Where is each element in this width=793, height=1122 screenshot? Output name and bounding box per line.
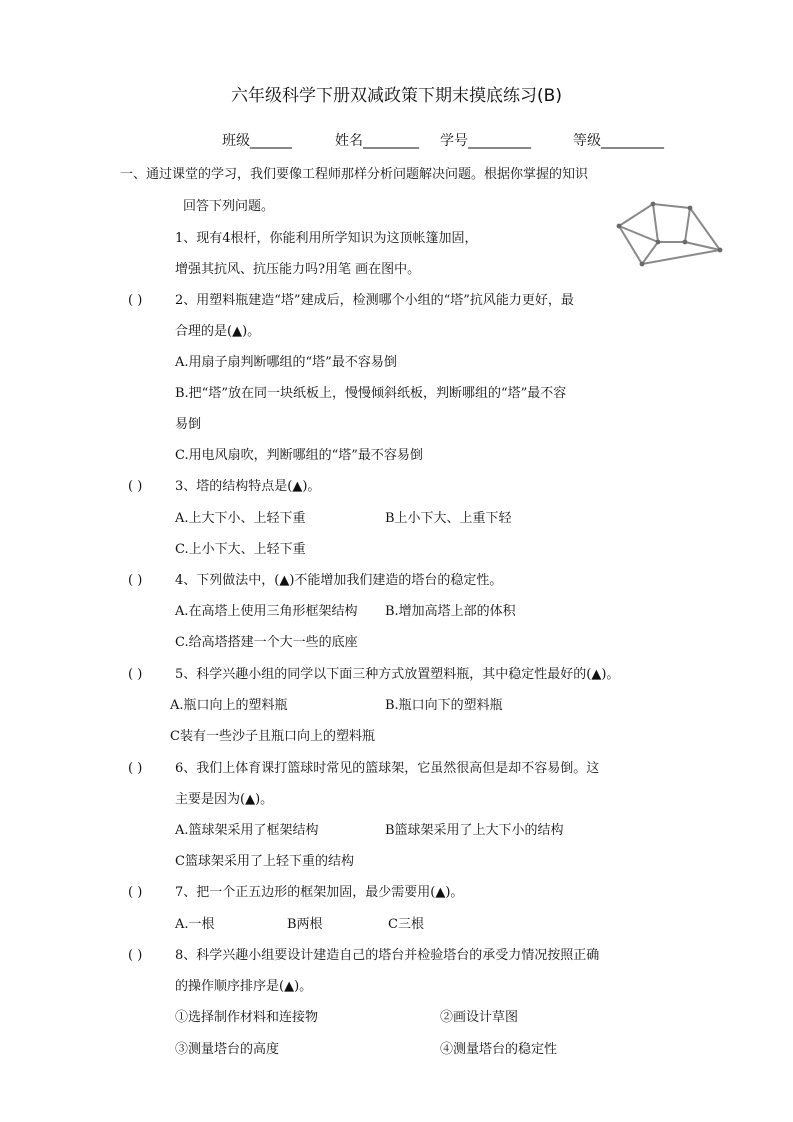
answer-bracket[interactable]: ( ) [128, 948, 143, 963]
q6-option-a: A.篮球架采用了框架结构 [175, 823, 319, 838]
answer-bracket[interactable]: ( ) [128, 573, 143, 588]
answer-bracket[interactable]: ( ) [128, 293, 143, 308]
class-field[interactable]: 班级______ [222, 133, 292, 149]
q8-option-1: ①选择制作材料和连接物 [175, 1010, 319, 1025]
q5-stem: 5、科学兴趣小组的同学以下面三种方式放置塑料瓶，其中稳定性最好的(▲)。 [175, 667, 620, 682]
q8-option-2: ②画设计草图 [440, 1010, 519, 1025]
q7-stem: 7、把一个正五边形的框架加固，最少需要用(▲)。 [175, 885, 464, 900]
q8-stem: 8、科学兴趣小组要设计建造自己的塔台并检验塔台的承受力情况按照正确 [175, 948, 600, 963]
q2-stem-cont: 合理的是(▲)。 [175, 324, 261, 339]
q3-option-c: C.上小下大、上轻下重 [175, 542, 306, 557]
tent-pole [685, 208, 690, 242]
number-field[interactable]: 学号_________ [440, 133, 531, 149]
grade-field[interactable]: 等级_________ [573, 133, 664, 149]
q5-option-c: C装有一些沙子且瓶口向上的塑料瓶 [170, 729, 375, 744]
tent-joint [718, 248, 723, 253]
tent-joint [688, 206, 693, 211]
tent-joint [640, 262, 645, 267]
q7-option-a: A.一根 [175, 917, 215, 932]
q4-option-b: B.增加高塔上部的体积 [385, 604, 516, 619]
answer-bracket[interactable]: ( ) [128, 479, 143, 494]
tent-joint [651, 202, 656, 207]
q5-option-a: A.瓶口向上的塑料瓶 [170, 698, 288, 713]
q5-option-b: B.瓶口向下的塑料瓶 [385, 698, 503, 713]
q2-option-b: B.把“塔”放在同一块纸板上，慢慢倾斜纸板，判断哪组的“塔”最不容 [175, 386, 567, 401]
q6-stem-cont: 主要是因为(▲)。 [175, 792, 274, 807]
q7-option-b: B两根 [287, 917, 323, 932]
q4-option-a: A.在高塔上使用三角形框架结构 [175, 604, 358, 619]
q6-option-b: B篮球架采用了上大下小的结构 [385, 823, 564, 838]
answer-bracket[interactable]: ( ) [128, 667, 143, 682]
tent-joint [683, 240, 688, 245]
tent-pole [653, 204, 658, 242]
q3-stem: 3、塔的结构特点是(▲)。 [175, 479, 321, 494]
page-title: 六年级科学下册双减政策下期末摸底练习(B) [231, 86, 562, 106]
q1-stem: 1、现有4根杆，你能利用所学知识为这顶帐篷加固， [175, 231, 478, 246]
section-heading: 一、通过课堂的学习，我们要像工程师那样分析问题解决问题。根据你掌握的知识 [120, 167, 589, 182]
tent-pole [619, 204, 653, 226]
q4-stem: 4、下列做法中，(▲)不能增加我们建造的塔台的稳定性。 [175, 573, 503, 588]
q6-option-c: C篮球架采用了上轻下重的结构 [175, 854, 354, 869]
tent-frame-figure[interactable] [615, 198, 727, 270]
tent-joint [656, 240, 661, 245]
q8-stem-cont: 的操作顺序排序是(▲)。 [175, 979, 313, 994]
q3-option-b: B上小下大、上重下轻 [385, 511, 512, 526]
q3-option-a: A.上大下小、上轻下重 [175, 511, 306, 526]
q6-stem: 6、我们上体育课打篮球时常见的篮球架，它虽然很高但是却不容易倒。这 [175, 761, 600, 776]
q7-option-c: C三根 [388, 917, 424, 932]
answer-bracket[interactable]: ( ) [128, 761, 143, 776]
section-heading-cont: 回答下列问题。 [183, 199, 275, 214]
q2-stem: 2、用塑料瓶建造“塔”建成后，检测哪个小组的“塔”抗风能力更好，最 [175, 293, 574, 308]
tent-pole [653, 204, 690, 208]
q1-stem-cont: 增强其抗风、抗压能力吗?用笔 画在图中。 [175, 262, 421, 277]
tent-joint [617, 224, 622, 229]
q2-option-c: C.用电风扇吹，判断哪组的“塔”最不容易倒 [175, 448, 423, 463]
name-field[interactable]: 姓名________ [335, 133, 419, 149]
tent-pole [642, 250, 720, 264]
q8-option-4: ④测量塔台的稳定性 [440, 1042, 558, 1057]
q2-option-b-cont: 易倒 [175, 417, 202, 432]
answer-bracket[interactable]: ( ) [128, 885, 143, 900]
q2-option-a: A.用扇子扇判断哪组的“塔”最不容易倒 [175, 355, 397, 370]
q8-option-3: ③测量塔台的高度 [175, 1042, 280, 1057]
q4-option-c: C.给高塔搭建一个大一些的底座 [175, 635, 358, 650]
